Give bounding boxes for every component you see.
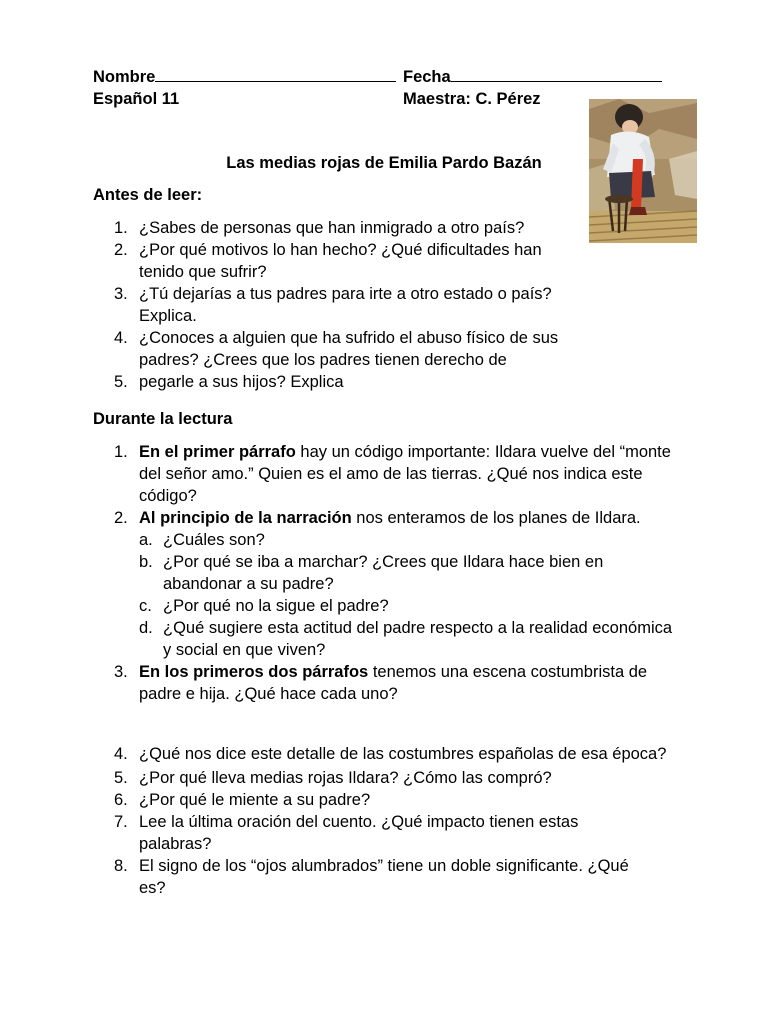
list-item: 2. ¿Por qué motivos lo han hecho? ¿Qué dificultades han tenido que sufrir? <box>114 241 542 281</box>
list-item: 1. ¿Sabes de personas que han inmigrado a otro país? <box>114 219 525 237</box>
list-item: 8. El signo de los “ojos alumbrados” tiene un doble significante. ¿Qué es? <box>114 857 629 897</box>
list-item: 6. ¿Por qué le miente a su padre? <box>114 791 371 809</box>
sub-list-item: c. ¿Por qué no la sigue el padre? <box>139 597 389 615</box>
section-durante-heading: Durante la lectura <box>93 410 233 428</box>
list-item: 2. Al principio de la narración nos enteramos de los planes de Ildara. a. ¿Cuáles son? b. ¿Por qué se iba a marchar? ¿Crees que Ildara hace bien en abandonar a su padre? c. ¿Por qué no la sigue el padre? d. ¿Qué sugiere esta actitud del padre respecto a la realidad económica y social en que viven? <box>114 509 673 659</box>
sub-list-item: a. ¿Cuáles son? <box>139 531 265 549</box>
list-item: 3. En los primeros dos párrafos tenemos una escena costumbrista de padre e hija. ¿Qué hace cada uno? <box>114 663 648 703</box>
nombre-label: Nombre <box>93 68 156 86</box>
nombre-blank[interactable] <box>155 64 396 82</box>
antes-list <box>114 217 584 393</box>
fecha-label: Fecha <box>403 68 451 86</box>
sub-list-item: d. ¿Qué sugiere esta actitud del padre respecto a la realidad económica y social en que viven? <box>139 619 673 659</box>
nombre-line <box>93 64 396 88</box>
class-name: Español 11 <box>93 90 180 108</box>
list-item: 5. ¿Por qué lleva medias rojas Ildara? ¿Cómo las compró? <box>114 769 552 787</box>
list-item: 4. ¿Qué nos dice este detalle de las costumbres españolas de esa época? <box>114 745 667 763</box>
teacher-name: Maestra: C. Pérez <box>403 90 541 108</box>
list-item: 7. Lee la última oración del cuento. ¿Qué impacto tienen estas palabras? <box>114 813 579 853</box>
list-item: 3. ¿Tú dejarías a tus padres para irte a otro estado o país? Explica. <box>114 285 552 325</box>
list-item: 5. pegarle a sus hijos? Explica <box>114 373 344 391</box>
sub-list <box>139 529 674 661</box>
document-title: Las medias rojas de Emilia Pardo Bazán <box>226 154 542 172</box>
fecha-line <box>403 64 662 88</box>
section-antes-heading: Antes de leer: <box>93 186 203 204</box>
list-item: 4. ¿Conoces a alguien que ha sufrido el abuso físico de sus padres? ¿Crees que los padres tienen derecho de <box>114 329 559 369</box>
durante-list-continued <box>114 745 674 899</box>
fecha-blank[interactable] <box>451 64 662 82</box>
sub-list-item: b. ¿Por qué se iba a marchar? ¿Crees que Ildara hace bien en abandonar a su padre? <box>139 553 604 593</box>
durante-list <box>114 441 674 705</box>
list-item: 1. En el primer párrafo hay un código importante: Ildara vuelve del “monte del señor amo.” Quien es el amo de las tierras. ¿Qué nos indica este código? <box>114 443 671 505</box>
